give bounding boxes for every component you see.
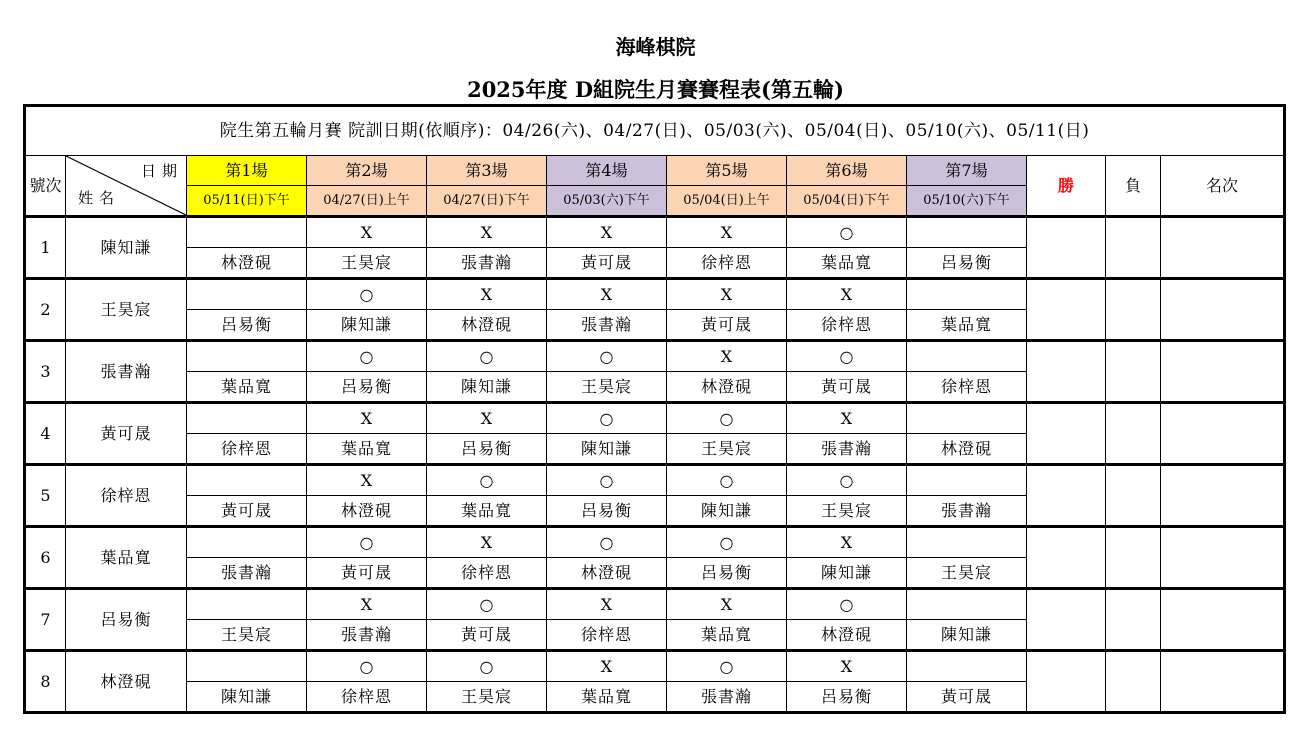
opponent-name: 陳知謙 [187,682,307,713]
opponent-name: 黃可晟 [427,620,547,651]
round-5-date: 05/04(日)上午 [667,186,787,217]
match-result [187,217,307,248]
match-result [907,465,1027,496]
player-number: 2 [25,279,66,341]
match-result [907,589,1027,620]
match-result: ○ [787,341,907,372]
opponent-name: 呂易衡 [187,310,307,341]
rank-value [1161,279,1285,341]
match-result: ○ [547,465,667,496]
opponent-name: 黃可晟 [547,248,667,279]
match-result: X [787,279,907,310]
opponent-name: 黃可晟 [907,682,1027,713]
player-row [25,279,1285,310]
opponent-name: 黃可晟 [787,372,907,403]
rank-value [1161,651,1285,713]
loss-count [1106,465,1161,527]
round-1-date: 05/11(日)下午 [187,186,307,217]
round-6-date: 05/04(日)下午 [787,186,907,217]
match-result: ○ [307,527,427,558]
opponent-name: 徐梓恩 [907,372,1027,403]
match-result [907,217,1027,248]
match-result [187,589,307,620]
match-result: X [667,589,787,620]
match-result: ○ [307,651,427,682]
opponent-name: 黃可晟 [187,496,307,527]
opponent-name: 葉品寬 [787,248,907,279]
rank-value [1161,527,1285,589]
opponent-name: 呂易衡 [907,248,1027,279]
page-title: 海峰棋院 [615,35,696,59]
loss-count [1106,341,1161,403]
match-result: ○ [427,341,547,372]
rank-value [1161,403,1285,465]
match-result: X [787,651,907,682]
player-number: 1 [25,217,66,279]
loss-count [1106,217,1161,279]
match-result: ○ [307,341,427,372]
round-6-header: 第6場 [787,156,907,186]
opponent-name: 陳知謙 [907,620,1027,651]
player-row [25,527,1285,558]
opponent-name: 張書瀚 [307,620,427,651]
opponent-name: 徐梓恩 [187,434,307,465]
date-header-label: 日期 [140,162,183,180]
opponent-name: 張書瀚 [907,496,1027,527]
loss-count [1106,403,1161,465]
opponent-name: 張書瀚 [427,248,547,279]
match-result: ○ [667,651,787,682]
rank-value [1161,465,1285,527]
win-count [1027,279,1106,341]
match-result: ○ [427,651,547,682]
schedule-table [23,104,1286,714]
opponent-name: 林澄硯 [427,310,547,341]
match-result: X [427,403,547,434]
match-result: X [547,279,667,310]
match-result [187,527,307,558]
round-4-date: 05/03(六)下午 [547,186,667,217]
player-row [25,589,1285,620]
number-header: 號次 [25,156,66,217]
match-result [187,279,307,310]
opponent-name: 林澄硯 [787,620,907,651]
win-header: 勝 [1027,156,1106,217]
opponent-name: 葉品寬 [667,620,787,651]
match-result: X [547,217,667,248]
match-result: ○ [667,527,787,558]
schedule-subtitle: 2025年度 D組院生月賽賽程表(第五輪) [467,77,844,102]
match-result [187,341,307,372]
opponent-name: 徐梓恩 [667,248,787,279]
opponent-name: 呂易衡 [787,682,907,713]
match-result: X [787,527,907,558]
player-name: 張書瀚 [66,341,187,403]
rank-header: 名次 [1161,156,1285,217]
player-number: 4 [25,403,66,465]
player-number: 7 [25,589,66,651]
match-result: X [307,217,427,248]
win-count [1027,341,1106,403]
match-result: X [427,527,547,558]
opponent-name: 葉品寬 [427,496,547,527]
opponent-name: 陳知謙 [427,372,547,403]
round-7-header: 第7場 [907,156,1027,186]
match-result [187,465,307,496]
opponent-name: 黃可晟 [667,310,787,341]
round-1-header: 第1場 [187,156,307,186]
match-result: ○ [787,589,907,620]
match-result [907,651,1027,682]
match-result: ○ [787,217,907,248]
round-2-date: 04/27(日)上午 [307,186,427,217]
match-result: X [307,465,427,496]
round-3-date: 04/27(日)下午 [427,186,547,217]
match-result: ○ [547,341,667,372]
round-4-header: 第4場 [547,156,667,186]
opponent-name: 呂易衡 [547,496,667,527]
match-result: X [787,403,907,434]
player-row [25,341,1285,372]
match-result: X [547,651,667,682]
match-result: X [427,279,547,310]
opponent-name: 王昊宸 [907,558,1027,589]
match-result: ○ [427,465,547,496]
opponent-name: 陳知謙 [307,310,427,341]
match-result: X [667,341,787,372]
opponent-name: 王昊宸 [187,620,307,651]
loss-count [1106,651,1161,713]
loss-count [1106,589,1161,651]
opponent-name: 呂易衡 [427,434,547,465]
opponent-name: 林澄硯 [667,372,787,403]
player-name: 林澄硯 [66,651,187,713]
player-number: 5 [25,465,66,527]
opponent-name: 葉品寬 [547,682,667,713]
round-3-header: 第3場 [427,156,547,186]
match-result: ○ [667,465,787,496]
training-dates-line: 院生第五輪月賽 院訓日期(依順序)：04/26(六)、04/27(日)、05/03(六)、05/04(日)、05/10(六)、05/11(日) [25,106,1285,156]
match-result: X [427,217,547,248]
match-result: X [667,217,787,248]
opponent-name: 陳知謙 [667,496,787,527]
opponent-name: 林澄硯 [547,558,667,589]
opponent-name: 王昊宸 [427,682,547,713]
player-name: 陳知謙 [66,217,187,279]
match-result: ○ [787,465,907,496]
match-result: ○ [307,279,427,310]
opponent-name: 王昊宸 [307,248,427,279]
match-result: ○ [547,527,667,558]
loss-header: 負 [1106,156,1161,217]
match-result [907,279,1027,310]
match-result [907,527,1027,558]
round-5-header: 第5場 [667,156,787,186]
match-result [907,403,1027,434]
opponent-name: 黃可晟 [307,558,427,589]
round-7-date: 05/10(六)下午 [907,186,1027,217]
match-result [187,651,307,682]
win-count [1027,217,1106,279]
player-name: 呂易衡 [66,589,187,651]
date-name-header [66,156,187,217]
opponent-name: 陳知謙 [547,434,667,465]
player-row [25,465,1285,496]
round-2-header: 第2場 [307,156,427,186]
opponent-name: 王昊宸 [667,434,787,465]
opponent-name: 徐梓恩 [547,620,667,651]
loss-count [1106,527,1161,589]
opponent-name: 徐梓恩 [787,310,907,341]
player-name: 黃可晟 [66,403,187,465]
rank-value [1161,341,1285,403]
win-count [1027,465,1106,527]
rank-value [1161,217,1285,279]
opponent-name: 徐梓恩 [427,558,547,589]
opponent-name: 張書瀚 [187,558,307,589]
match-result: X [547,589,667,620]
loss-count [1106,279,1161,341]
rank-value [1161,589,1285,651]
name-header-label: 姓名 [78,189,121,207]
player-number: 8 [25,651,66,713]
win-count [1027,403,1106,465]
match-result: ○ [427,589,547,620]
opponent-name: 呂易衡 [667,558,787,589]
opponent-name: 徐梓恩 [307,682,427,713]
opponent-name: 王昊宸 [787,496,907,527]
opponent-name: 呂易衡 [307,372,427,403]
match-result: ○ [667,403,787,434]
opponent-name: 王昊宸 [547,372,667,403]
match-result [907,341,1027,372]
player-row [25,651,1285,682]
opponent-name: 林澄硯 [307,496,427,527]
player-name: 葉品寬 [66,527,187,589]
player-name: 徐梓恩 [66,465,187,527]
opponent-name: 林澄硯 [907,434,1027,465]
match-result: X [307,403,427,434]
opponent-name: 葉品寬 [307,434,427,465]
opponent-name: 陳知謙 [787,558,907,589]
opponent-name: 張書瀚 [547,310,667,341]
opponent-name: 葉品寬 [187,372,307,403]
player-name: 王昊宸 [66,279,187,341]
player-number: 6 [25,527,66,589]
opponent-name: 葉品寬 [907,310,1027,341]
win-count [1027,589,1106,651]
match-result: X [667,279,787,310]
player-number: 3 [25,341,66,403]
win-count [1027,651,1106,713]
match-result: ○ [547,403,667,434]
opponent-name: 林澄硯 [187,248,307,279]
player-row [25,217,1285,248]
opponent-name: 張書瀚 [787,434,907,465]
win-count [1027,527,1106,589]
opponent-name: 張書瀚 [667,682,787,713]
match-result: X [307,589,427,620]
player-row [25,403,1285,434]
match-result [187,403,307,434]
